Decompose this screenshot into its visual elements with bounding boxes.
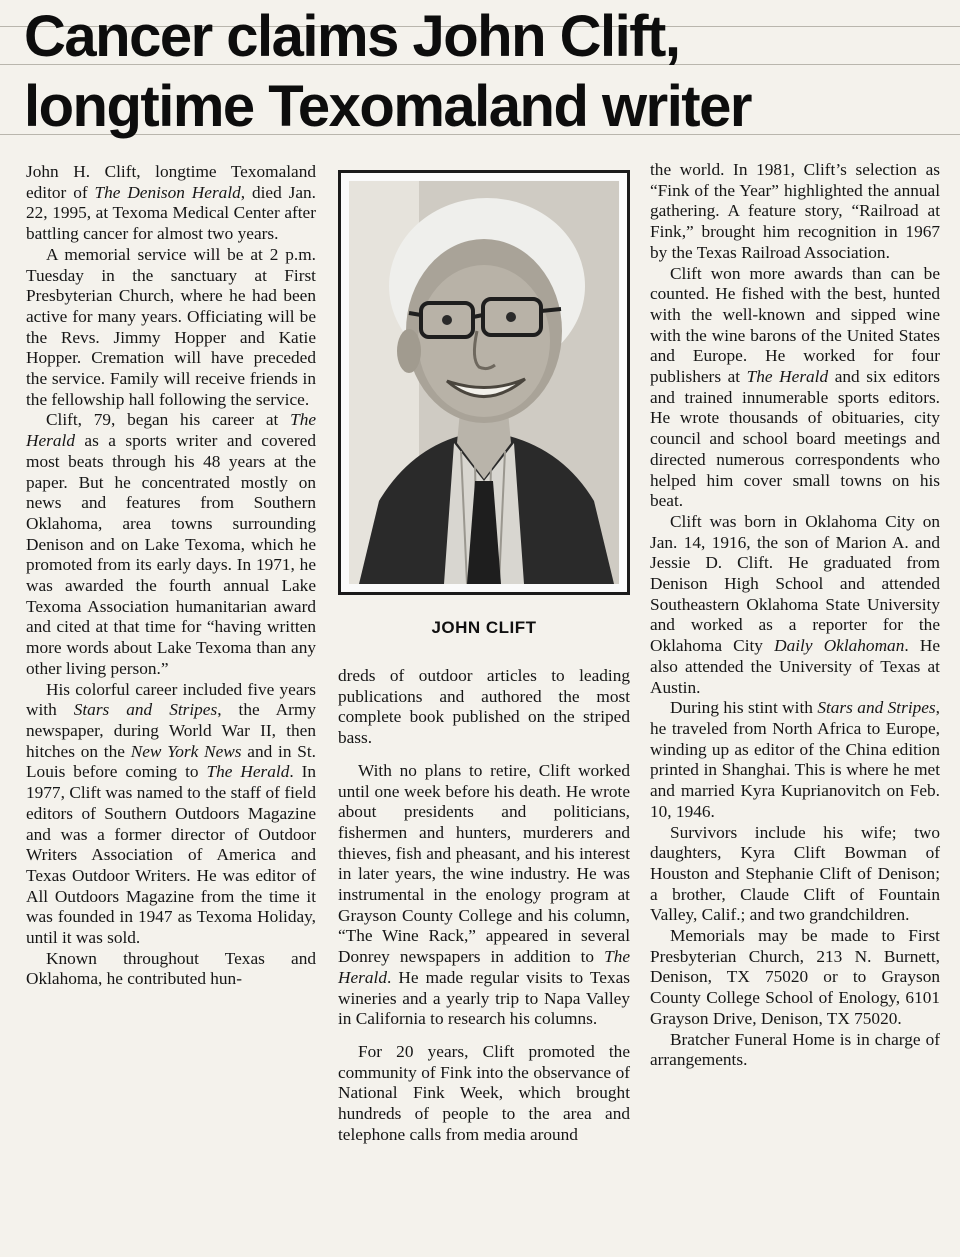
publication-name: Daily Oklahoman <box>774 636 905 656</box>
portrait-photo <box>349 181 619 584</box>
paragraph <box>650 264 940 512</box>
text: , the Army newspaper, during World War II, then hitches on the <box>26 700 317 761</box>
text: Clift won more awards than can be counted. He fished with the best, hunted with the well-known and sipped wine with the wine barons of the United States and Europe. He worked for four publishers at <box>650 263 940 387</box>
text: With no plans to retire, Clift worked until one week before his death. He wrote about presidents and politicians, fishermen and hunters, murderers and thieves, fish and pheasant, and his interest in later years, the wine industry. He was instrumental in the enology program at Grayson County College and his column, “The Wine Rack,” appeared in several Donrey newspapers in addition to <box>338 760 630 967</box>
text: Clift, 79, began his career at <box>46 410 291 430</box>
text: His colorful career included five years with <box>26 679 316 720</box>
text: . He made regular visits to Texas wineries and a yearly trip to Napa Valley in California to research his columns. <box>338 967 630 1029</box>
publication-name: Stars and Stripes <box>817 698 936 718</box>
article-column-left <box>26 162 316 990</box>
headline-line-1: Cancer claims John Clift, <box>24 4 680 69</box>
publication-name: The Denison Herald <box>94 182 241 202</box>
article-column-middle <box>338 666 630 1145</box>
text: and in St. Louis before coming to <box>26 741 316 782</box>
paragraph: A memorial service will be at 2 p.m. Tuesday in the sanctuary at First Presbyterian Church, where he had been active for many years. Officiating will be the Revs. Jimmy Hopper and Katie Hopper. Cremation will have preceded the service. Family will receive friends in the fellowship hall following the service. <box>26 244 316 409</box>
text: and six editors and trained innumerable sports editors. He wrote thousands of obituaries, city council and school board meetings and directed numerous correspondents who helped him cover small towns on his beat. <box>650 367 940 511</box>
paragraph: For 20 years, Clift promoted the community of Fink into the observance of National Fink Week, which brought hundreds of people to the area and telephone calls from media around <box>338 1041 630 1144</box>
paragraph <box>650 512 940 698</box>
text: . In 1977, Clift was named to the staff of field editors of Southern Outdoors Magazine and was a former director of Outdoor Writers Association of America and Texas Outdoor Writers. He was editor of All Outdoors Magazine from the time it was founded in 1947 as Texoma Holiday, until it was sold. <box>26 762 316 948</box>
paragraph <box>338 761 630 1030</box>
headline <box>24 4 954 144</box>
paragraph: Survivors include his wife; two daughters, Kyra Clift Bowman of Houston and Stephanie Clift of Denison; a brother, Claude Clift of Fountain Valley, Calif.; and two grandchildren. <box>650 822 940 925</box>
publication-name: The Herald <box>26 410 316 451</box>
headline-line-2: longtime Texomaland writer <box>24 74 751 139</box>
text: . He also attended the University of Texas at Austin. <box>650 636 940 697</box>
text: During his stint with <box>670 698 818 718</box>
publication-name: The Herald <box>746 367 829 387</box>
paragraph: the world. In 1981, Clift’s selection as “Fink of the Year” highlighted the annual gathering. A feature story, “Railroad at Fink,” brought him recognition in 1967 by the Texas Railroad Association. <box>650 160 940 262</box>
paragraph <box>650 698 940 822</box>
publication-name: New York News <box>130 741 242 761</box>
paragraph <box>26 680 316 949</box>
paragraph: Bratcher Funeral Home is in charge of arrangements. <box>650 1029 940 1070</box>
paragraph: Memorials may be made to First Presbyterian Church, 213 N. Burnett, Denison, TX 75020 or to Grayson County College School of Enology, 6101 Grayson Drive, Denison, TX 75020. <box>650 926 940 1028</box>
publication-name: The Herald <box>206 762 290 782</box>
paragraph: dreds of outdoor articles to leading publications and authored the most complete book published on the striped bass. <box>338 666 630 748</box>
paragraph: Known throughout Texas and Oklahoma, he contributed hun- <box>26 948 316 989</box>
text: , he traveled from North Africa to Europe, winding up as editor of the China edition printed in Shanghai. This is where he met and married Kyra Kuprianovitch on Feb. 10, 1946. <box>650 698 940 821</box>
article-column-right <box>650 160 940 1071</box>
text: , died Jan. 22, 1995, at Texoma Medical Center after battling cancer for almost two years. <box>26 182 316 244</box>
portrait-illustration <box>349 181 619 584</box>
paragraph <box>26 162 316 245</box>
text: as a sports writer and covered most beats through his 48 years at the paper. But he concentrated mostly on news and features from Southern Oklahoma, area towns surrounding Denison and on Lake Texoma, which he promoted from its early days. In 1971, he was awarded the fourth annual Lake Texoma Association humanitarian award and cited at that time for “having written more words about Lake Texoma than any other living person.” <box>26 431 316 678</box>
portrait-photo-frame <box>338 170 630 595</box>
text: Clift was born in Oklahoma City on Jan. 14, 1916, the son of Marion A. and Jessie D. Clift. He graduated from Denison High School and attended Southeastern Oklahoma State University and worked as a reporter for the Oklahoma City <box>650 511 940 656</box>
photo-caption: JOHN CLIFT <box>431 618 537 637</box>
text: John H. Clift, longtime Texomaland editor of <box>26 162 316 202</box>
publication-name: Stars and Stripes <box>73 700 218 720</box>
paragraph <box>26 410 316 679</box>
publication-name: The Herald <box>338 947 630 987</box>
